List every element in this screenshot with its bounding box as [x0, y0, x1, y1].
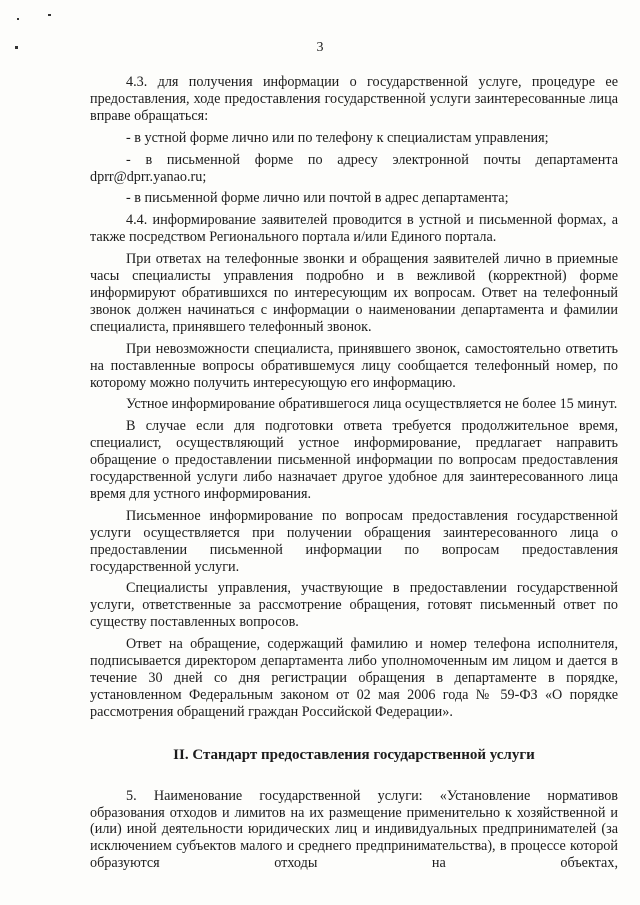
- list-item-email: - в письменной форме по адресу электронной почты департамента dprr@dprr.yanao.ru;: [90, 151, 618, 185]
- list-item-oral: - в устной форме лично или по телефону к специалистам управления;: [126, 129, 549, 146]
- scan-speck: [48, 14, 51, 16]
- paragraph-oral-time: Устное информирование обратившегося лица осуществляется не более 15 минут.: [126, 396, 618, 413]
- paragraph-impossible-answer: При невозможности специалиста, принявшего звонок, самостоятельно ответить на поставленные вопросы обратившемуся лицу сообщается телефонный номер, по которому можно получить интересующую его информацию.: [90, 340, 618, 391]
- section-heading: II. Стандарт предоставления государственной услуги: [173, 746, 535, 763]
- paragraph-long-time: В случае если для подготовки ответа требуется продолжительное время, специалист, осуществляющий устное информирование, предлагает направить обращение о предоставлении письменной информации по вопросам предоставления государственной услуги либо назначает другое удобное для заинтересованного лица время для устного информирования.: [90, 418, 618, 502]
- paragraph-4-3: 4.3. для получения информации о государственной услуге, процедуре ее предоставления, ходе предоставления государственной услуги заинтересованные лица вправе обращаться:: [90, 74, 618, 124]
- paragraph-phone-answers: При ответах на телефонные звонки и обращения заявителей лично в приемные часы специалисты управления подробно и в вежливой (корректной) форме информируют обратившихся по интересующим их вопросам. Ответ на телефонный звонок должен начинаться с информации о наименовании департамента и фамилии специалиста, принявшего телефонный звонок.: [90, 251, 618, 335]
- paragraph-5: 5. Наименование государственной услуги: «Установление нормативов образования отходов и лимитов на их размещение применительно к хозяйственной и (или) иной деятельности юридических лиц и индивидуальных предпринимателей (за исключением субъектов малого и среднего предпринимательства), в процессе которой образуются отходы на объектах,: [90, 787, 618, 872]
- list-item-post: - в письменной форме лично или почтой в адрес департамента;: [126, 190, 509, 207]
- paragraph-written-info: Письменное информирование по вопросам предоставления государственной услуги осуществляется при получении обращения заинтересованного лица о предоставлении письменной информации по вопросам предоставления государственной услуги.: [90, 507, 618, 575]
- document-body: [90, 74, 618, 877]
- paragraph-answer: Ответ на обращение, содержащий фамилию и номер телефона исполнителя, подписывается директором департамента либо уполномоченным им лицом и дается в течение 30 дней со дня регистрации обращения в департаменте в порядке, установленном Федеральным законом от 02 мая 2006 года № 59-ФЗ «О порядке рассмотрения обращений граждан Российской Федерации».: [90, 636, 618, 720]
- paragraph-4-4: 4.4. информирование заявителей проводится в устной и письменной формах, а также посредством Регионального портала и/или Единого портала.: [90, 212, 618, 246]
- paragraph-specialists: Специалисты управления, участвующие в предоставлении государственной услуги, ответственные за рассмотрение обращения, готовят письменный ответ по существу поставленных вопросов.: [90, 580, 618, 631]
- page-number: 3: [316, 40, 324, 55]
- scan-speck: [17, 18, 19, 20]
